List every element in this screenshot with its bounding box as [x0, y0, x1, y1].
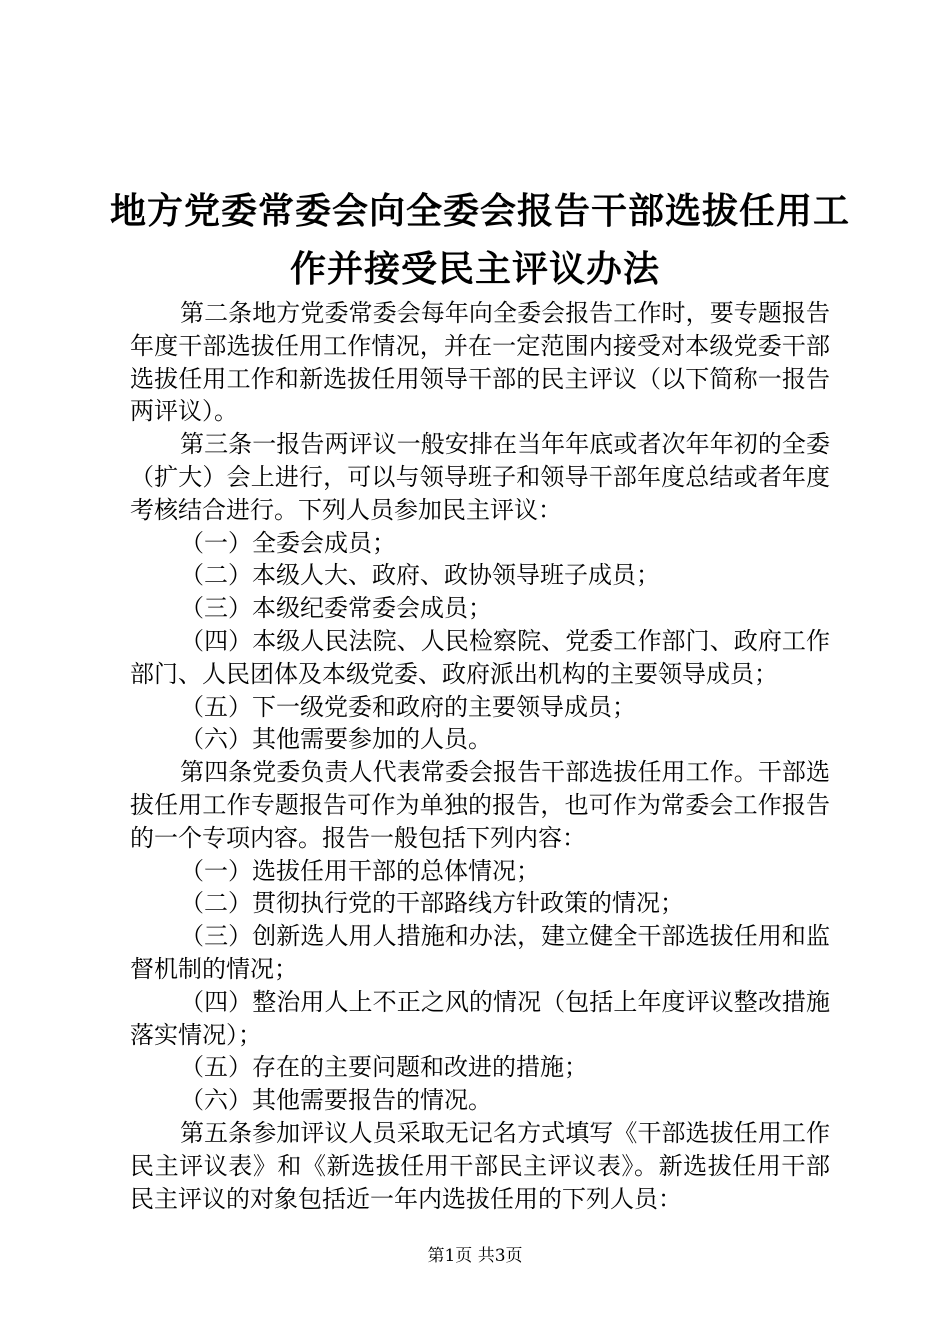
list-item: （三）创新选人用人措施和办法，建立健全干部选拔任用和监督机制的情况； — [130, 922, 830, 983]
page-number: 第1页 共3页 — [427, 1246, 523, 1266]
paragraph-article-2: 第二条地方党委常委会每年向全委会报告工作时，要专题报告年度干部选拔任用工作情况，并在一定范围内接受对本级党委干部选拔任用工作和新选拔任用领导干部的民主评议（以下简称一报告两评议）。 — [130, 299, 830, 426]
list-item: （一）选拔任用干部的总体情况； — [180, 856, 540, 885]
list-item: （五）存在的主要问题和改进的措施； — [180, 1053, 588, 1082]
document-body — [130, 297, 830, 1215]
list-item: （三）本级纪委常委会成员； — [180, 594, 492, 623]
paragraph-article-4: 第四条党委负责人代表常委会报告干部选拔任用工作。干部选拔任用工作专题报告可作为单独的报告，也可作为常委会工作报告的一个专项内容。报告一般包括下列内容： — [130, 758, 830, 852]
list-item: （四）本级人民法院、人民检察院、党委工作部门、政府工作部门、人民团体及本级党委、政府派出机构的主要领导成员； — [130, 626, 830, 688]
list-item: （五）下一级党委和政府的主要领导成员； — [180, 692, 636, 721]
list-item: （四）整治用人上不正之风的情况（包括上年度评议整改措施落实情况）； — [130, 987, 830, 1049]
list-item: （六）其他需要参加的人员。 — [180, 725, 492, 754]
list-item: （一）全委会成员； — [180, 528, 396, 557]
paragraph-article-5: 第五条参加评议人员采取无记名方式填写《干部选拔任用工作民主评议表》和《新选拔任用干部民主评议表》。新选拔任用干部民主评议的对象包括近一年内选拔任用的下列人员： — [130, 1118, 830, 1213]
list-item: （六）其他需要报告的情况。 — [180, 1086, 492, 1115]
document-title-line-1: 地方党委常委会向全委会报告干部选拔任用工 — [110, 190, 851, 232]
document-title-line-2: 作并接受民主评议办法 — [289, 248, 660, 290]
list-item: （二）本级人大、政府、政协领导班子成员； — [180, 561, 660, 590]
list-item: （二）贯彻执行党的干部路线方针政策的情况； — [180, 889, 684, 918]
paragraph-article-3: 第三条一报告两评议一般安排在当年年底或者次年年初的全委（扩大）会上进行，可以与领导班子和领导干部年度总结或者年度考核结合进行。下列人员参加民主评议： — [130, 430, 830, 524]
